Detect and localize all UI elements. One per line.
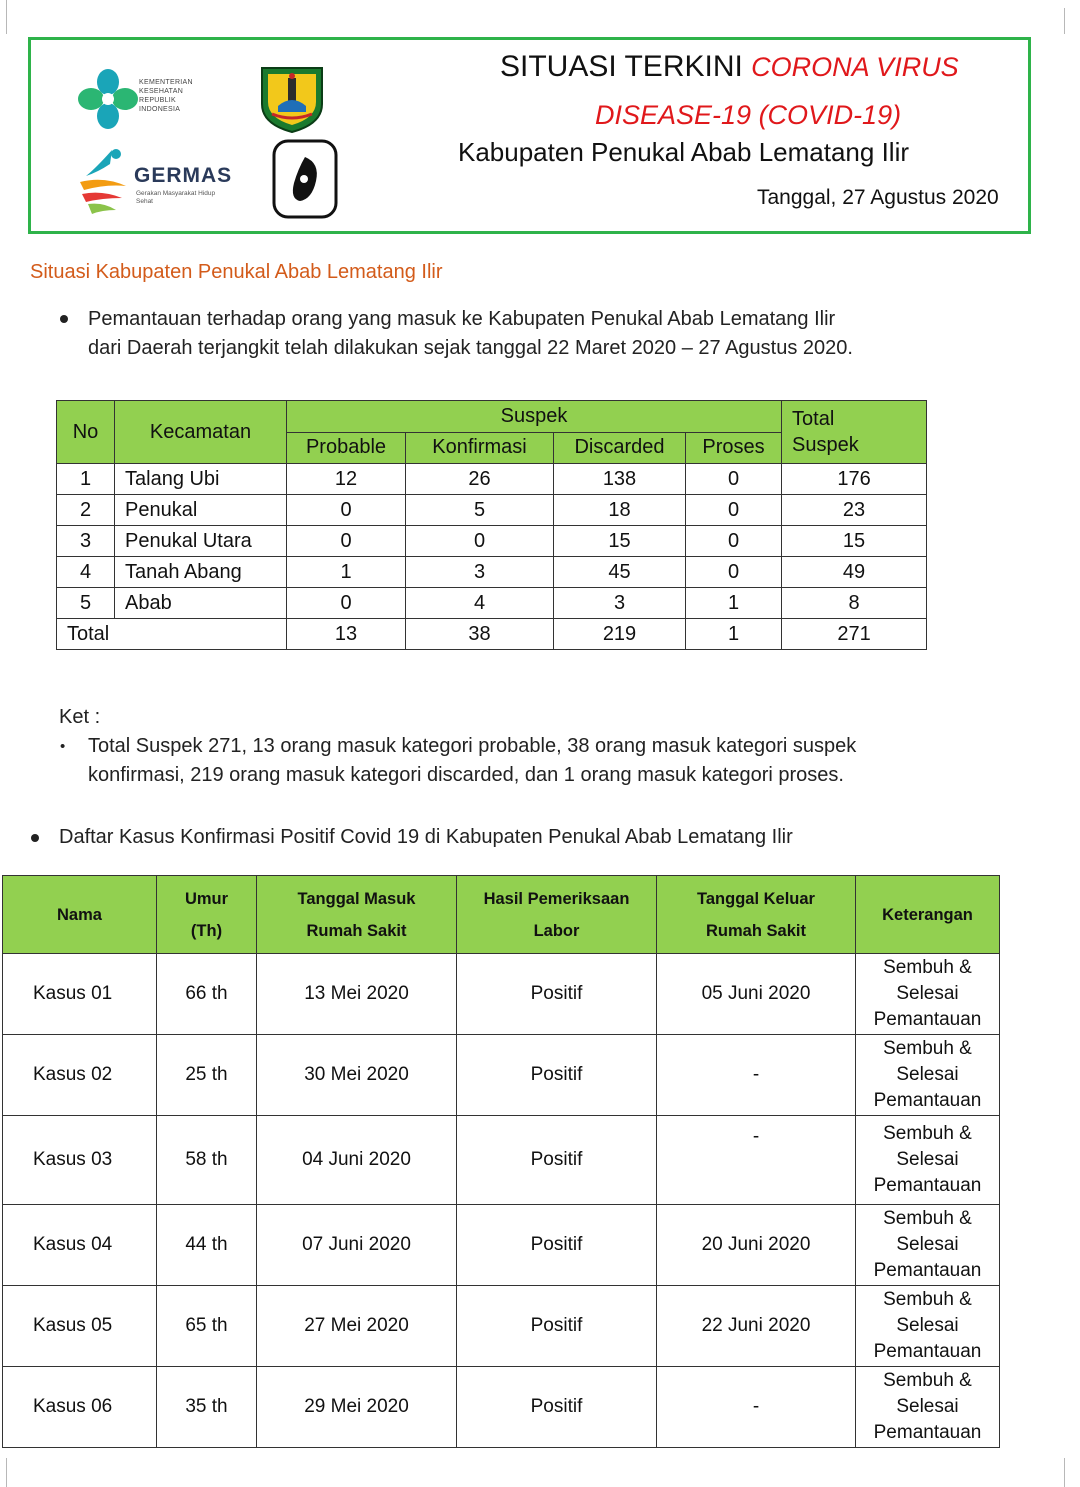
cases-table	[2, 875, 1000, 1448]
header-masuk	[257, 876, 457, 954]
cell-keterangan	[856, 1286, 1000, 1367]
bullet-dot	[31, 834, 39, 842]
header-konfirmasi: Konfirmasi	[406, 432, 554, 464]
cell-total: 176	[782, 464, 927, 495]
cell-umur: 44 th	[157, 1205, 257, 1286]
cell-proses: 0	[686, 464, 782, 495]
regency-emblem	[256, 64, 328, 134]
ket-label: Ket :	[59, 706, 101, 728]
header-no: No	[57, 401, 115, 464]
header-keluar-line1: Tanggal Keluar	[697, 889, 815, 908]
table-row	[3, 1286, 1000, 1367]
ket-line: Selesai	[896, 1234, 959, 1255]
ket-line: Pemantauan	[873, 1090, 982, 1111]
germas-title: GERMAS	[134, 164, 233, 187]
cell-no: 2	[57, 495, 115, 526]
table-row	[57, 588, 927, 619]
cell-probable: 12	[287, 464, 406, 495]
header-probable: Probable	[287, 432, 406, 464]
cell-keterangan	[856, 1035, 1000, 1116]
header-hasil	[457, 876, 657, 954]
table-row	[3, 1367, 1000, 1448]
kemenkes-logo-text: KEMENTERIAN KESEHATAN REPUBLIK INDONESIA	[139, 79, 193, 113]
cell-hasil: Positif	[457, 1035, 657, 1116]
cell-keluar: -	[657, 1116, 856, 1205]
cell-keluar: 22 Juni 2020	[657, 1286, 856, 1367]
cell-total-konfirmasi: 38	[406, 619, 554, 650]
cell-discarded: 138	[554, 464, 686, 495]
cell-discarded: 45	[554, 557, 686, 588]
table-row	[3, 1035, 1000, 1116]
title-line-2: DISEASE-19 (COVID-19)	[595, 100, 902, 130]
header-umur-line1: Umur	[184, 889, 229, 908]
header-masuk-line1: Tanggal Masuk	[297, 889, 416, 908]
cell-hasil: Positif	[457, 1116, 657, 1205]
cell-no: 5	[57, 588, 115, 619]
ket-line-2: konfirmasi, 219 orang masuk kategori discarded, dan 1 orang masuk kategori proses.	[88, 764, 844, 786]
cell-nama: Kasus 02	[3, 1035, 157, 1116]
cell-probable: 1	[287, 557, 406, 588]
cell-masuk: 30 Mei 2020	[257, 1035, 457, 1116]
cell-total: 15	[782, 526, 927, 557]
title-red: CORONA VIRUS	[751, 52, 959, 82]
cell-no: 3	[57, 526, 115, 557]
cell-keterangan	[856, 1116, 1000, 1205]
surveilans-logo	[272, 139, 338, 219]
cell-hasil: Positif	[457, 1205, 657, 1286]
cell-keterangan	[856, 1205, 1000, 1286]
cell-total: 49	[782, 557, 927, 588]
crop-mark-top-right	[1064, 8, 1065, 34]
cell-no: 1	[57, 464, 115, 495]
ket-line: Sembuh &	[883, 1370, 972, 1391]
header-masuk-line2: Rumah Sakit	[306, 921, 407, 940]
cell-keluar: 20 Juni 2020	[657, 1205, 856, 1286]
cell-konfirmasi: 0	[406, 526, 554, 557]
cell-total-discarded: 219	[554, 619, 686, 650]
table-row	[57, 495, 927, 526]
section-heading: Situasi Kabupaten Penukal Abab Lematang Ilir	[30, 261, 443, 283]
header-nama: Nama	[3, 876, 157, 954]
bullet-dot	[60, 315, 68, 323]
cell-proses: 1	[686, 588, 782, 619]
region-title: Kabupaten Penukal Abab Lematang Ilir	[458, 137, 910, 167]
cell-konfirmasi: 3	[406, 557, 554, 588]
header-hasil-line2: Labor	[533, 921, 580, 940]
cell-total-proses: 1	[686, 619, 782, 650]
title-black: SITUASI TERKINI	[500, 50, 743, 83]
cell-nama: Kasus 06	[3, 1367, 157, 1448]
daftar-heading: Daftar Kasus Konfirmasi Positif Covid 19 di Kabupaten Penukal Abab Lematang Ilir	[59, 826, 793, 848]
cell-konfirmasi: 26	[406, 464, 554, 495]
ket-line: Selesai	[896, 1315, 959, 1336]
ket-line: Selesai	[896, 1149, 959, 1170]
crop-mark-top-left	[6, 0, 7, 34]
cell-masuk: 07 Juni 2020	[257, 1205, 457, 1286]
ket-line-1: Total Suspek 271, 13 orang masuk kategori probable, 38 orang masuk kategori suspek	[88, 735, 857, 757]
ket-line: Pemantauan	[873, 1341, 982, 1362]
header-kecamatan: Kecamatan	[115, 401, 287, 464]
monitoring-line-2: dari Daerah terjangkit telah dilakukan sejak tanggal 22 Maret 2020 – 27 Agustus 2020.	[88, 337, 853, 359]
cell-hasil: Positif	[457, 954, 657, 1035]
cell-nama: Kasus 03	[3, 1116, 157, 1205]
header-keluar	[657, 876, 856, 954]
germas-figure-icon	[76, 146, 136, 216]
table-row	[57, 464, 927, 495]
header-keluar-line2: Rumah Sakit	[706, 921, 806, 940]
germas-logo	[76, 146, 236, 216]
header-hasil-line1: Hasil Pemeriksaan	[483, 889, 630, 908]
ket-line: Sembuh &	[883, 957, 972, 978]
ket-line: Selesai	[896, 1064, 959, 1085]
header-keterangan: Keterangan	[856, 876, 1000, 954]
ket-line: Sembuh &	[883, 1289, 972, 1310]
germas-subtitle: Gerakan Masyarakat Hidup Sehat	[136, 190, 216, 205]
cell-keluar: -	[657, 1035, 856, 1116]
cell-kecamatan: Penukal Utara	[115, 526, 287, 557]
cell-total-total: 271	[782, 619, 927, 650]
ket-line: Sembuh &	[883, 1208, 972, 1229]
surveilans-text	[272, 129, 338, 130]
cell-keluar: 05 Juni 2020	[657, 954, 856, 1035]
crop-mark-bottom-right	[1064, 1458, 1065, 1487]
cell-kecamatan: Tanah Abang	[115, 557, 287, 588]
cell-proses: 0	[686, 495, 782, 526]
cell-umur: 35 th	[157, 1367, 257, 1448]
surveilans-icon	[272, 139, 338, 219]
cell-kecamatan: Talang Ubi	[115, 464, 287, 495]
ket-line: Sembuh &	[883, 1123, 972, 1144]
cell-probable: 0	[287, 526, 406, 557]
table-row	[3, 1116, 1000, 1205]
regency-shield-icon	[256, 64, 328, 134]
cell-umur: 66 th	[157, 954, 257, 1035]
header-suspek: Suspek	[287, 401, 782, 433]
header-total-suspek	[782, 401, 927, 464]
cell-probable: 0	[287, 588, 406, 619]
ket-line: Pemantauan	[873, 1175, 982, 1196]
table-row	[3, 1205, 1000, 1286]
cell-proses: 0	[686, 557, 782, 588]
cell-keterangan	[856, 1367, 1000, 1448]
header-proses: Proses	[686, 432, 782, 464]
cell-probable: 0	[287, 495, 406, 526]
cell-masuk: 04 Juni 2020	[257, 1116, 457, 1205]
header-discarded: Discarded	[554, 432, 686, 464]
cell-kecamatan: Abab	[115, 588, 287, 619]
cell-discarded: 18	[554, 495, 686, 526]
cell-konfirmasi: 5	[406, 495, 554, 526]
title-line-1	[500, 50, 959, 84]
monitoring-line-1: Pemantauan terhadap orang yang masuk ke Kabupaten Penukal Abab Lematang Ilir	[88, 308, 836, 330]
table-row	[57, 557, 927, 588]
ket-line: Pemantauan	[873, 1422, 982, 1443]
report-date: Tanggal, 27 Agustus 2020	[757, 186, 999, 209]
cell-masuk: 29 Mei 2020	[257, 1367, 457, 1448]
table-row	[3, 954, 1000, 1035]
cell-umur: 25 th	[157, 1035, 257, 1116]
ket-line: Selesai	[896, 1396, 959, 1417]
cell-total-label: Total	[57, 619, 287, 650]
cell-discarded: 15	[554, 526, 686, 557]
cell-masuk: 13 Mei 2020	[257, 954, 457, 1035]
cell-masuk: 27 Mei 2020	[257, 1286, 457, 1367]
cell-umur: 58 th	[157, 1116, 257, 1205]
ket-line: Pemantauan	[873, 1260, 982, 1281]
ket-line: Pemantauan	[873, 1009, 982, 1030]
cell-hasil: Positif	[457, 1367, 657, 1448]
table-row	[57, 526, 927, 557]
cell-total: 23	[782, 495, 927, 526]
ket-bullet: •	[60, 738, 66, 755]
cell-nama: Kasus 01	[3, 954, 157, 1035]
cell-nama: Kasus 05	[3, 1286, 157, 1367]
cell-kecamatan: Penukal	[115, 495, 287, 526]
cell-umur: 65 th	[157, 1286, 257, 1367]
header-umur-line2: (Th)	[190, 921, 223, 940]
header-total-line2: Suspek	[792, 434, 859, 456]
cell-no: 4	[57, 557, 115, 588]
cell-total-probable: 13	[287, 619, 406, 650]
cell-keterangan	[856, 954, 1000, 1035]
ket-line: Selesai	[896, 983, 959, 1004]
table-total-row	[57, 619, 927, 650]
cell-hasil: Positif	[457, 1286, 657, 1367]
ket-line: Sembuh &	[883, 1038, 972, 1059]
cell-konfirmasi: 4	[406, 588, 554, 619]
header-umur	[157, 876, 257, 954]
kemenkes-logo	[78, 68, 208, 130]
header-total-line1: Total	[792, 408, 835, 430]
crop-mark-bottom-left	[6, 1458, 7, 1487]
cell-total: 8	[782, 588, 927, 619]
suspek-table	[56, 400, 927, 650]
cell-nama: Kasus 04	[3, 1205, 157, 1286]
cell-discarded: 3	[554, 588, 686, 619]
cell-keluar: -	[657, 1367, 856, 1448]
cell-proses: 0	[686, 526, 782, 557]
kemenkes-icon	[78, 68, 138, 130]
